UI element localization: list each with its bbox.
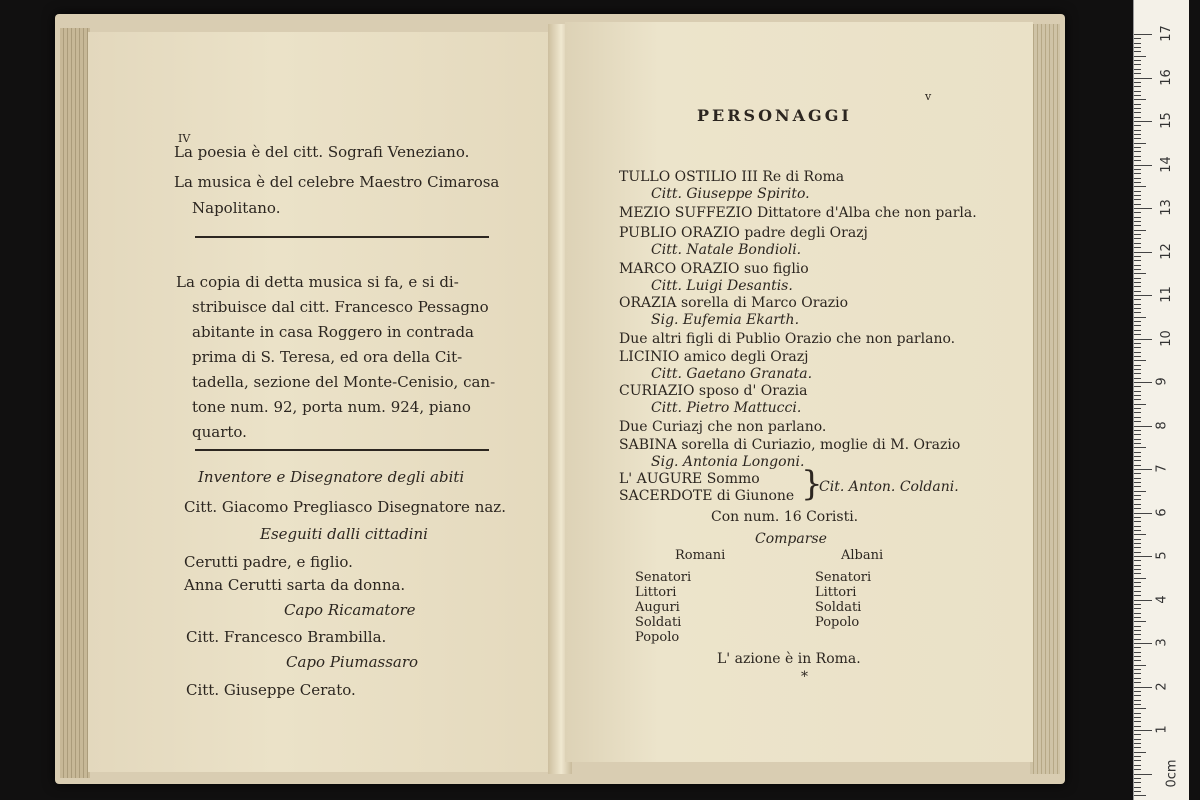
ruler-tick: [1134, 482, 1141, 483]
ruler-tick: [1134, 343, 1141, 344]
ruler-tick: [1134, 121, 1152, 122]
ruler-tick: [1134, 695, 1141, 696]
ruler-tick: [1134, 726, 1141, 727]
ruler-tick: [1134, 704, 1141, 705]
ruler-tick: [1134, 447, 1146, 448]
ruler-tick: [1134, 312, 1141, 313]
list-item: Soldati: [635, 615, 682, 630]
ruler-tick: [1134, 734, 1141, 735]
ruler-tick: [1134, 721, 1141, 722]
ruler-tick: [1134, 138, 1141, 139]
character-actor: Citt. Pietro Mattucci.: [651, 400, 802, 416]
ruler-tick: [1134, 247, 1141, 248]
ruler-tick: [1134, 691, 1141, 692]
ruler-tick: [1134, 317, 1146, 318]
ruler-number: 6: [1154, 507, 1170, 517]
azione-line: L' azione è in Roma.: [717, 651, 861, 667]
ruler-tick: [1134, 238, 1141, 239]
ruler-tick: [1134, 286, 1141, 287]
ricamatore-name: Citt. Francesco Brambilla.: [186, 628, 387, 646]
ruler-tick: [1134, 151, 1141, 152]
ruler-tick: [1134, 64, 1141, 65]
ruler-tick: [1134, 573, 1141, 574]
character-actor: Citt. Giuseppe Spirito.: [651, 186, 810, 202]
character-role: SABINA sorella di Curiazio, moglie di M. Orazio: [619, 437, 961, 453]
ruler-tick: [1134, 539, 1141, 540]
ruler-tick: [1134, 295, 1152, 296]
ruler-tick: [1134, 600, 1152, 601]
asterisk: *: [801, 669, 808, 685]
ruler-tick: [1134, 34, 1152, 35]
music-line-1: La musica è del celebre Maestro Cimarosa: [174, 173, 500, 191]
poetry-line: La poesia è del citt. Sografi Veneziano.: [174, 143, 470, 161]
ruler-tick: [1134, 478, 1141, 479]
ruler-tick: [1134, 591, 1141, 592]
ruler-tick: [1134, 56, 1146, 57]
list-item: Soldati: [815, 600, 862, 615]
music-line-2: Napolitano.: [192, 199, 281, 217]
albani-list: [815, 570, 871, 630]
ruler-tick: [1134, 339, 1152, 340]
ruler-tick: [1134, 165, 1152, 166]
ruler-number: 8: [1154, 420, 1170, 430]
ruler-tick: [1134, 765, 1141, 766]
ruler-tick: [1134, 743, 1141, 744]
ruler-tick: [1134, 78, 1152, 79]
ruler-tick: [1134, 412, 1141, 413]
right-page-edges: [1030, 24, 1060, 774]
ruler-tick: [1134, 760, 1141, 761]
ruler-tick: [1134, 386, 1141, 387]
ruler-tick: [1134, 669, 1141, 670]
albani-heading: Albani: [841, 548, 884, 563]
ruler-tick: [1134, 782, 1141, 783]
ruler-tick: [1134, 565, 1141, 566]
ruler-tick: [1134, 117, 1141, 118]
ruler-tick: [1134, 282, 1141, 283]
ruler-tick: [1134, 443, 1141, 444]
copy-line: tone num. 92, porta num. 924, piano: [192, 398, 471, 416]
ruler-tick: [1134, 604, 1141, 605]
copy-line: tadella, sezione del Monte-Cenisio, can-: [192, 373, 496, 391]
copy-line: stribuisce dal citt. Francesco Pessagno: [192, 298, 489, 316]
ruler-tick: [1134, 508, 1141, 509]
corner-mark: v: [925, 90, 932, 103]
ruler-tick: [1134, 708, 1146, 709]
ruler-tick: [1134, 713, 1141, 714]
ruler-tick: [1134, 173, 1141, 174]
ruler-tick: [1134, 169, 1141, 170]
ruler-tick: [1134, 530, 1141, 531]
ricamatore-heading: Capo Ricamatore: [284, 601, 416, 619]
character-actor: Sig. Antonia Longoni.: [651, 454, 805, 470]
character-role: Due altri figli di Publio Orazio che non parlano.: [619, 331, 956, 347]
piumassaro-heading: Capo Piumassaro: [286, 653, 419, 671]
character-role: LICINIO amico degli Orazj: [619, 349, 809, 365]
ruler-tick: [1134, 195, 1141, 196]
ruler-tick: [1134, 212, 1141, 213]
ruler-tick: [1134, 112, 1141, 113]
ruler-tick: [1134, 130, 1141, 131]
ruler-number: 17: [1158, 25, 1174, 42]
list-item: Popolo: [635, 630, 680, 645]
ruler-number: 1: [1154, 725, 1170, 734]
ruler-tick: [1134, 778, 1141, 779]
augure-actor: Cit. Anton. Coldani.: [819, 479, 959, 495]
left-page: [88, 32, 558, 772]
ruler-tick: [1134, 347, 1141, 348]
ruler-number: 3: [1154, 638, 1170, 647]
ruler-tick: [1134, 256, 1141, 257]
list-item: Senatori: [635, 570, 692, 585]
ruler-tick: [1134, 260, 1141, 261]
list-item: Senatori: [815, 570, 872, 585]
character-role: MARCO ORAZIO suo figlio: [619, 261, 809, 277]
ruler-tick: [1134, 578, 1146, 579]
ruler-tick: [1134, 86, 1141, 87]
ruler-tick: [1134, 399, 1141, 400]
ruler-tick: [1134, 199, 1141, 200]
ruler-tick: [1134, 586, 1141, 587]
ruler-tick: [1134, 156, 1141, 157]
ruler-tick: [1134, 469, 1152, 470]
ruler-tick: [1134, 95, 1141, 96]
ruler-tick: [1134, 678, 1141, 679]
ruler-tick: [1134, 308, 1141, 309]
ruler-tick: [1134, 299, 1141, 300]
ruler-tick: [1134, 634, 1141, 635]
ruler-tick: [1134, 495, 1141, 496]
ruler-tick: [1134, 486, 1141, 487]
ruler-tick: [1134, 230, 1146, 231]
copy-line: abitante in casa Roggero in contrada: [192, 323, 475, 341]
list-item: Popolo: [815, 615, 860, 630]
ruler-tick: [1134, 791, 1141, 792]
character-actor: Citt. Luigi Desantis.: [651, 278, 793, 294]
ruler-number: 13: [1158, 199, 1174, 216]
romani-heading: Romani: [675, 548, 726, 563]
ruler-tick: [1134, 382, 1152, 383]
ruler-number: 7: [1154, 464, 1170, 473]
right-page: [565, 22, 1033, 762]
ruler-tick: [1134, 182, 1141, 183]
ruler-tick: [1134, 330, 1141, 331]
character-actor: Citt. Gaetano Granata.: [651, 366, 813, 382]
ruler-tick: [1134, 643, 1152, 644]
ruler-tick: [1134, 417, 1141, 418]
augure-line-2: SACERDOTE di Giunone: [619, 488, 795, 504]
ruler-tick: [1134, 91, 1141, 92]
ruler-tick: [1134, 569, 1141, 570]
piumassaro-name: Citt. Giuseppe Cerato.: [186, 681, 356, 699]
ruler-tick: [1134, 47, 1141, 48]
ruler-tick: [1134, 617, 1141, 618]
ruler-tick: [1134, 217, 1141, 218]
ruler-tick: [1134, 108, 1141, 109]
ruler-tick: [1134, 739, 1141, 740]
ruler-tick: [1134, 278, 1141, 279]
ruler-tick: [1134, 456, 1141, 457]
ruler-tick: [1134, 787, 1141, 788]
ruler-tick: [1134, 60, 1141, 61]
ruler-tick: [1134, 352, 1141, 353]
ruler-tick: [1134, 795, 1146, 796]
ruler-tick: [1134, 234, 1141, 235]
ruler-tick: [1134, 582, 1141, 583]
ruler-tick: [1134, 378, 1141, 379]
ruler-tick: [1134, 700, 1141, 701]
ruler-tick: [1134, 626, 1141, 627]
comparse-heading: Comparse: [755, 531, 827, 547]
ruler-tick: [1134, 191, 1141, 192]
ruler-tick: [1134, 517, 1141, 518]
ruler-tick: [1134, 526, 1141, 527]
list-item: Auguri: [635, 600, 680, 615]
ruler-tick: [1134, 769, 1141, 770]
ruler-tick: [1134, 499, 1141, 500]
ruler-tick: [1134, 38, 1141, 39]
ruler-tick: [1134, 660, 1141, 661]
ruler-tick: [1134, 125, 1141, 126]
ruler-tick: [1134, 613, 1141, 614]
romani-list: [635, 570, 691, 645]
ruler-tick: [1134, 717, 1141, 718]
ruler-tick: [1134, 491, 1146, 492]
ruler-tick: [1134, 99, 1146, 100]
ruler-number: 15: [1158, 112, 1174, 129]
ruler-tick: [1134, 543, 1141, 544]
ruler-number: 16: [1158, 68, 1174, 86]
measuring-ruler: [1133, 0, 1189, 800]
ruler-tick: [1134, 221, 1141, 222]
ruler-tick: [1134, 513, 1152, 514]
ruler-number: 11: [1158, 286, 1174, 303]
ruler-tick: [1134, 639, 1141, 640]
ruler-tick: [1134, 208, 1152, 209]
ruler-tick: [1134, 547, 1141, 548]
ruler-tick: [1134, 143, 1146, 144]
inventor-heading: Inventore e Disegnatore degli abiti: [198, 468, 465, 486]
ruler-tick: [1134, 774, 1152, 775]
ruler-tick: [1134, 391, 1141, 392]
executed-line-1: Cerutti padre, e figlio.: [184, 553, 353, 571]
ruler-tick: [1134, 373, 1141, 374]
ruler-tick: [1134, 369, 1141, 370]
ruler-number: 2: [1154, 681, 1170, 691]
ruler-number: 12: [1158, 242, 1174, 260]
ruler-tick: [1134, 73, 1141, 74]
ruler-tick: [1134, 204, 1141, 205]
ruler-tick: [1134, 273, 1146, 274]
ruler-tick: [1134, 630, 1141, 631]
ruler-tick: [1134, 356, 1141, 357]
ruler-tick: [1134, 534, 1146, 535]
ruler-tick: [1134, 69, 1141, 70]
ruler-tick: [1134, 334, 1141, 335]
ruler-tick: [1134, 225, 1141, 226]
ruler-tick: [1134, 365, 1141, 366]
ruler-tick: [1134, 621, 1146, 622]
ruler-tick: [1134, 134, 1141, 135]
ruler-tick: [1134, 647, 1141, 648]
ruler-tick: [1134, 291, 1141, 292]
ruler-tick: [1134, 160, 1141, 161]
ruler-tick: [1134, 430, 1141, 431]
page-number: IV: [178, 132, 191, 145]
character-role: PUBLIO ORAZIO padre degli Orazj: [619, 225, 868, 241]
character-role: TULLO OSTILIO III Re di Roma: [619, 169, 845, 185]
ruler-tick: [1134, 560, 1141, 561]
ruler-tick: [1134, 186, 1146, 187]
ruler-tick: [1134, 252, 1152, 253]
executed-heading: Eseguiti dalli cittadini: [260, 525, 428, 543]
ruler-tick: [1134, 43, 1141, 44]
ruler-tick: [1134, 269, 1141, 270]
ruler-tick: [1134, 426, 1152, 427]
ruler-tick: [1134, 656, 1141, 657]
character-role: CURIAZIO sposo d' Orazia: [619, 383, 808, 399]
character-actor: Citt. Natale Bondioli.: [651, 242, 802, 258]
ruler-number: 5: [1154, 551, 1170, 560]
ruler-tick: [1134, 395, 1141, 396]
ruler-number: 4: [1154, 594, 1170, 604]
copy-line: prima di S. Teresa, ed ora della Cit-: [192, 348, 463, 366]
character-role: ORAZIA sorella di Marco Orazio: [619, 295, 849, 311]
ruler-tick: [1134, 756, 1141, 757]
ruler-tick: [1134, 747, 1141, 748]
ruler-tick: [1134, 665, 1146, 666]
ruler-tick: [1134, 243, 1141, 244]
ruler-tick: [1134, 465, 1141, 466]
ruler-tick: [1134, 421, 1141, 422]
ruler-tick: [1134, 265, 1141, 266]
ruler-tick: [1134, 360, 1146, 361]
ruler-tick: [1134, 730, 1152, 731]
ruler-number: 10: [1158, 329, 1174, 347]
page-title: PERSONAGGI: [697, 106, 852, 125]
left-page-edges: [60, 28, 90, 778]
ruler-tick: [1134, 51, 1141, 52]
ruler-tick: [1134, 687, 1152, 688]
copy-line: quarto.: [192, 423, 247, 441]
list-item: Littori: [635, 585, 677, 600]
ruler-number: 14: [1158, 155, 1174, 173]
ruler-tick: [1134, 595, 1141, 596]
ruler-tick: [1134, 404, 1146, 405]
ruler-tick: [1134, 178, 1141, 179]
ruler-tick: [1134, 504, 1141, 505]
augure-brace: }: [801, 464, 823, 504]
augure-line-1: L' AUGURE Sommo: [619, 471, 760, 487]
ruler-tick: [1134, 452, 1141, 453]
ruler-tick: [1134, 304, 1141, 305]
ruler-tick: [1134, 104, 1141, 105]
ruler-number: 0cm: [1164, 758, 1180, 788]
ruler-tick: [1134, 652, 1141, 653]
coristi: Con num. 16 Coristi.: [711, 509, 859, 525]
divider-rule: [195, 449, 489, 451]
copy-line: La copia di detta musica si fa, e si di-: [176, 273, 459, 291]
character-actor: Sig. Eufemia Ekarth.: [651, 312, 800, 328]
ruler-number: 9: [1154, 377, 1170, 386]
ruler-tick: [1134, 521, 1141, 522]
ruler-tick: [1134, 82, 1141, 83]
character-role: Due Curiazj che non parlano.: [619, 419, 827, 435]
ruler-tick: [1134, 608, 1141, 609]
ruler-tick: [1134, 325, 1141, 326]
ruler-tick: [1134, 434, 1141, 435]
ruler-tick: [1134, 321, 1141, 322]
ruler-tick: [1134, 408, 1141, 409]
inventor-name: Citt. Giacomo Pregliasco Disegnatore naz.: [184, 498, 506, 516]
ruler-tick: [1134, 460, 1141, 461]
ruler-tick: [1134, 556, 1152, 557]
character-role: MEZIO SUFFEZIO Dittatore d'Alba che non parla.: [619, 205, 977, 221]
ruler-tick: [1134, 473, 1141, 474]
divider-rule: [195, 236, 489, 238]
ruler-tick: [1134, 552, 1141, 553]
executed-line-2: Anna Cerutti sarta da donna.: [184, 576, 406, 594]
ruler-tick: [1134, 673, 1141, 674]
ruler-tick: [1134, 752, 1146, 753]
list-item: Littori: [815, 585, 857, 600]
ruler-tick: [1134, 147, 1141, 148]
ruler-tick: [1134, 439, 1141, 440]
ruler-tick: [1134, 682, 1141, 683]
